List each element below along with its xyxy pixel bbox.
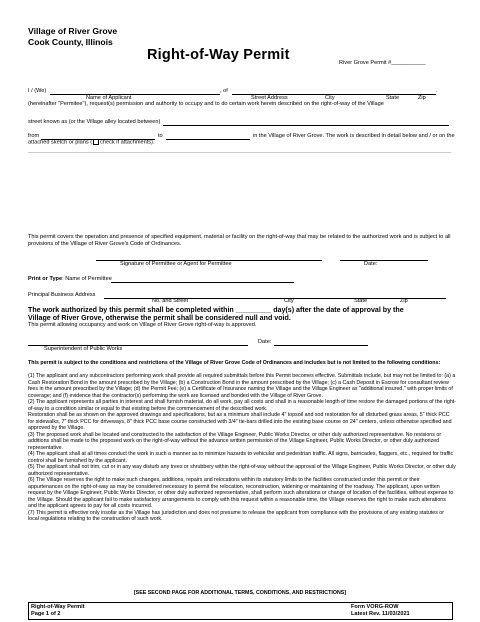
pba-state-label: State	[354, 298, 368, 304]
village-name: Village of River Grove	[28, 26, 118, 36]
no-street-label: No. and Street	[152, 298, 189, 304]
footer-revision: Latest Rev. 11/03/2021	[351, 611, 410, 617]
superintendent-label: Superintendent of Public Works	[44, 346, 123, 352]
street-known-field[interactable]	[163, 125, 449, 126]
completion-deadline-line1: The work authorized by this permit shall be completed within _________ day(s) after the date of approval by the	[28, 306, 404, 314]
pba-zip-label: Zip	[400, 298, 408, 304]
zip-label: Zip	[418, 95, 426, 101]
condition-item: (4) The applicant shall at all times conduct the work in such a manner as to minimize hazards to vehicular and pedestrian traffic. All signs, barricades, flaggers, etc., required for traffic control shall be furnished by the applicant.	[28, 451, 454, 464]
state-label: State	[386, 95, 400, 101]
conditions-intro: This permit is subject to the conditions and restrictions of the Village of River Grove Code of Ordinances and includes but is not limited to the following conditions:	[28, 360, 441, 366]
village-text: in the Village of River Grove. The work is described in detail below and / or on the	[253, 133, 455, 139]
approval-date-label: Date:	[258, 339, 272, 345]
condition-item: (1) The applicant and any subcontractors performing work shall provide all required submittals before this Permit becomes effective. Submittals include, but may not be limited to: (a) a Cash Restoration Bond in the amount prescribed by the Village; (b) a Construction Bond in the amount prescribed by the Village; (c) a Cash Deposit in Escrow for consultant review fees in the amount prescribed by the Village; (d) the Permit Fee; (e) a Certificate of Insurance naming the Village and the Village Engineer as "additional insured," with proper limits of coverage; and (f) evidence that the contractor(s) performing the work are licensed and bonded with the Village of River Grove.	[28, 373, 456, 399]
condition-item: (7) This permit is effective only insofar as the Village has jurisdiction and does not presume to release the applicant from compliance with the provisions of any existing statutes or local regulations relating to the construction of such work.	[28, 509, 445, 522]
pba-city-label: City	[284, 298, 294, 304]
city-label: City	[325, 95, 335, 101]
condition-item: (5) The applicant shall not trim, cut or in any way disturb any trees or shrubbery within the right-of-way without the approval of the Village Engineer, Public Works Director, or other duly authorized representative.	[28, 464, 456, 477]
street-address-label: Street Address	[251, 95, 288, 101]
coverage-statement: This permit covers the operation and presence of specified equipment, material or facility on the right-of-way that may be related to the authorized work and is subject to all provisions of the Village of River Grove's Code of Ordinances.	[28, 234, 451, 247]
signature-date-label: Date:	[364, 261, 378, 267]
condition-item: (3) The proposed work shall be located and constructed to the satisfaction of the Village Engineer, Public Works Director, or other duly authorized representative. No revisions or additions shall be made to the proposed work on the right-of-way without the advance written permission of the Village Engineer, Public Works Director, or other duly authorized representative.	[28, 431, 442, 451]
approval-date-field[interactable]	[274, 345, 368, 346]
footer-page-number: Page 1 of 2	[31, 611, 61, 617]
condition-item: Restoration shall be as shown on the approved drawings and specifications, but as a minimum shall include 4" topsoil and sod restoration for all disturbed grass areas, 5" thick PCC for sidewalks, 7" thick PCC for driveways, 8" thick PCC base course constructed with 3/4" tie-bars drilled into the existing base course on 24" centers, unless otherwise specified and approved by the Village.	[28, 412, 452, 431]
permittee-name-field[interactable]	[111, 282, 294, 283]
condition-item: (6) The Village reserves the right to make such changes, additions, repairs and relocations within its statutory limits to the facilities constructed under this permit or their appurtenances on the right-of-way as may be considered necessary to permit the relocation, reconstruction, widening or maintaining of the roadway. The applicant, upon written request by the Village Engineer, Public Works Director, or other duly authorized representative, shall perform such alterations or change of location of the facilities, without expense to the Village. Should the applicant fail to make satisfactory arrangements to comply with this request within a reasonable time, the Village reserves the right to make such alterations and the applicant agrees to pay for all costs incurred.	[28, 477, 454, 509]
applicant-of-label: , of	[220, 88, 228, 94]
attachments-checkbox[interactable]	[93, 139, 99, 145]
name-of-applicant-label: Name of Applicant	[86, 95, 132, 101]
to-label: to	[158, 133, 163, 139]
completion-deadline-line2: Village of River Grove, otherwise the permit shall be considered null and void.	[28, 314, 291, 322]
approval-statement: This permit allowing occupancy and work on Village of River Grove right-of-way is approved.	[28, 322, 257, 328]
signature-date-field[interactable]	[340, 260, 428, 261]
work-description-area[interactable]	[28, 152, 451, 153]
condition-item: (2) The applicant represents all parties in interest and shall furnish material, do all work, pay all costs and shall in a reasonable length of time restore the damaged portions of the right-of-way to a condition similar or equal to that existing before the commencement of the described work.	[28, 399, 457, 412]
to-field[interactable]	[166, 139, 250, 140]
attached-sketch-line: attached sketch or plans ( check if attachments).	[28, 139, 155, 146]
permission-text: (hereinafter "Permitee"), request(s) permission and authority to occupy and to do certain work herein described on the right-of-way of the Village	[28, 101, 384, 107]
county-name: Cook County, Illinois	[28, 37, 113, 47]
page-footer	[28, 602, 453, 620]
applicant-name-field[interactable]	[50, 94, 220, 95]
see-second-page-note: [SEE SECOND PAGE FOR ADDITIONAL TERMS, CONDITIONS, AND RESTRICTIONS]	[133, 590, 347, 596]
page-title: Right-of-Way Permit	[147, 47, 290, 63]
footer-form-name: Right-of-Way Permit	[31, 604, 85, 610]
permit-number-label: River Grove Permit #___________	[339, 60, 426, 66]
footer-form-id: Form VORG-ROW	[351, 604, 399, 610]
principal-address-label: Principal Business Address	[28, 292, 96, 298]
street-known-label: street known as (or the Village alley located between)	[28, 119, 161, 125]
from-label: from	[28, 133, 40, 139]
conditions-list	[28, 373, 456, 523]
print-type-line: Print or Type: Name of Permittee	[28, 276, 112, 282]
signature-label: Signature of Permittee or Agent for Permittee	[120, 261, 232, 267]
applicant-prefix: I / (We)	[28, 88, 47, 94]
